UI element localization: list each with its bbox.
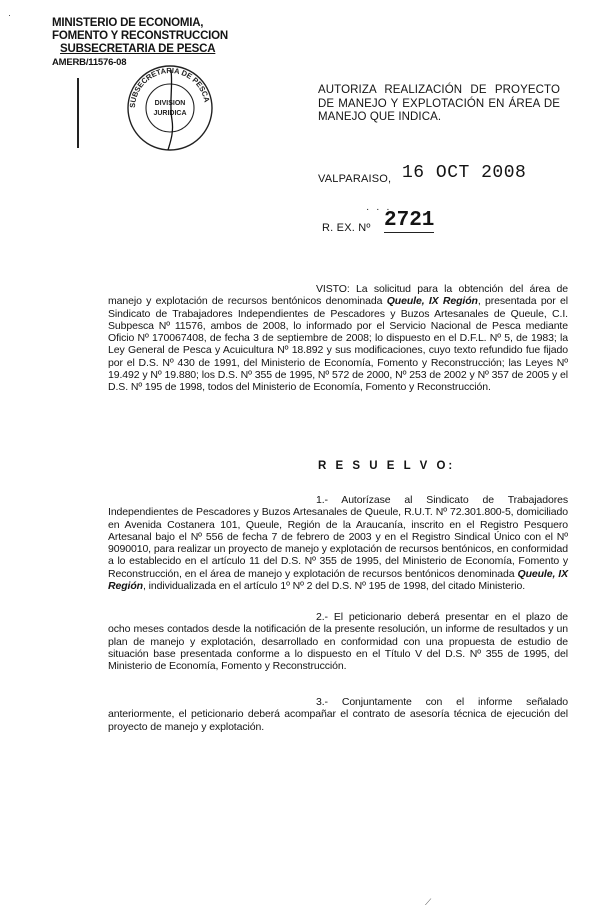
margin-mark bbox=[77, 78, 79, 148]
point-1-text-2: , individualizada en el artículo 1º Nº 2 del D.S. Nº 195 de 1998, del citado Ministerio. bbox=[142, 580, 526, 593]
point-2-paragraph bbox=[108, 611, 568, 672]
point-1-lead: 1.- Autorízase al Sindicato de Trabajadores bbox=[316, 494, 568, 506]
page-edge-mark: · bbox=[8, 10, 11, 20]
point-3-paragraph bbox=[108, 696, 568, 733]
resuelvo-heading: R E S U E L V O: bbox=[318, 460, 456, 472]
point-2-text: de ocho meses contados desde la notificación de la presente resolución, un informe de resultados y un plan de manejo y explotación, desarrollado en conformidad con una propuesta de estudio de situación base presentada conforme a lo dispuesto en el Título V del D.S. Nº 355 de 1995, del Ministerio de Economía, Fomento y Reconstrucción. bbox=[108, 611, 568, 673]
visto-text-1: La solicitud para la obtención del área de manejo y explotación de recursos bentónicos denominada bbox=[108, 283, 568, 308]
seal-inner-text-2: JURIDICA bbox=[153, 110, 187, 117]
point-3-lead: 3.- Conjuntamente con el informe señalado bbox=[316, 696, 568, 708]
subsecretaria-line: SUBSECRETARIA DE PESCA bbox=[60, 43, 216, 55]
stamp-marks: · · · bbox=[366, 204, 392, 215]
point-3-text: anteriormente, el peticionario deberá acompañar el contrato de asesoría técnica de ejecución del proyecto de manejo y explotación. bbox=[108, 708, 568, 733]
visto-text-2: , presentada por el Sindicato de Trabajadores Independientes de Pescadores y Buzos Artesanales de Queule, C.I. Subpesca Nº 11576, ambos de 2008, lo informado por el Servicio Nacional de Pesca mediante Oficio Nº 170067408, de fecha 3 de septiembre de 2008; lo dispuesto en el D.F.L. Nº 5, de 1983; la Ley General de Pesca y Acuicultura Nº 18.892 y sus modificaciones, cuyo texto refundido fue fijado por el D.S. Nº 430 de 1991, del Ministerio de Economía, Fomento y Reconstrucción; las Leyes Nº 19.492 y Nº 19.880; los D.S. Nº 355 de 1995, Nº 572 de 2000, Nº 253 de 2002 y Nº 357 de 2005 y el D.S. Nº 195 de 1998, todos del Ministerio de Economía, Fomento y Reconstrucción. bbox=[108, 295, 568, 394]
point-1-paragraph bbox=[108, 494, 568, 592]
resolution-label: R. EX. Nº bbox=[322, 222, 371, 234]
visto-area-name: Queule, IX Región bbox=[386, 295, 478, 308]
visto-lead: VISTO: bbox=[316, 283, 350, 295]
point-1-text-1: Independientes de Pescadores y Buzos Artesanales de Queule, R.U.T. Nº 72.301.800-5, domiciliado en Avenida Costanera 101, Queule, Región de la Araucanía, inscrito en el Registro Pesquero Artesanal bajo el Nº 556 de fecha 7 de febrero de 2003 y en el Registro Sindical Único con el Nº 9090010, para realizar un proyecto de manejo y explotación de recursos bentónicos, en conformidad a lo establecido en el artículo 11 del D.S. Nº 355 de 1995, del Ministerio de Economía, Fomento y Reconstrucción, en el área de manejo y explotación de recursos bentónicos denominada bbox=[108, 506, 568, 580]
ministry-line-2: FOMENTO Y RECONSTRUCCION bbox=[52, 30, 229, 42]
place-label: VALPARAISO, bbox=[318, 173, 392, 185]
seal-inner-text-1: DIVISION bbox=[154, 100, 186, 107]
point-1-area-name: Queule, IX Región bbox=[108, 567, 568, 593]
official-seal bbox=[115, 58, 225, 153]
date-stamp: 16 OCT 2008 bbox=[402, 163, 527, 183]
resolution-number: 2721 bbox=[384, 209, 435, 232]
document-subject: AUTORIZA REALIZACIÓN DE PROYECTO DE MANEJO Y EXPLOTACIÓN EN ÁREA DE MANEJO QUE INDICA. bbox=[318, 84, 560, 123]
ministry-line-1: MINISTERIO DE ECONOMIA, bbox=[52, 17, 204, 29]
point-2-lead: 2.- El peticionario deberá presentar en el plazo bbox=[316, 611, 551, 623]
reference-code: AMERB/11576-08 bbox=[52, 57, 127, 68]
page-corner-mark: ⟋ bbox=[425, 897, 432, 907]
visto-paragraph bbox=[108, 283, 568, 394]
seal-outer-text: SUBSECRETARIA DE PESCA bbox=[127, 65, 212, 109]
